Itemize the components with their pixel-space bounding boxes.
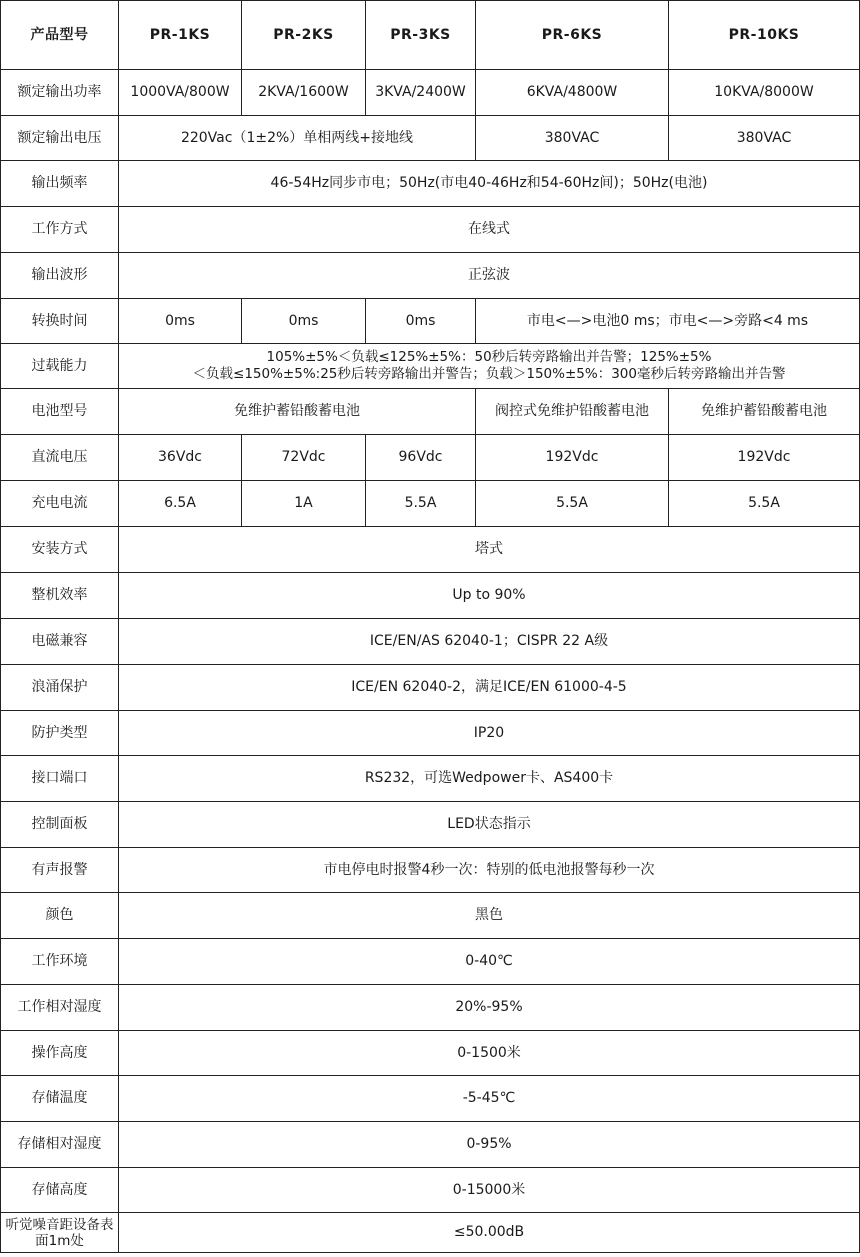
table-row [1, 1076, 860, 1122]
value-cell: 黑色 [119, 893, 860, 939]
value-cell: 5.5A [366, 481, 476, 527]
value-cell: 6KVA/4800W [476, 70, 669, 116]
header-cell: 产品型号 [1, 1, 119, 70]
overload-line-2: ＜负载≤150%±5%:25秒后转旁路输出并警告；负载＞150%±5%：300毫秒后转旁路输出并告警 [192, 366, 786, 382]
value-cell: 46-54Hz同步市电；50Hz(市电40-46Hz和54-60Hz间)；50Hz(电池) [119, 161, 860, 207]
row-label: 控制面板 [1, 802, 119, 848]
table-row [1, 848, 860, 893]
value-cell: 市电<—>电池0 ms；市电<—>旁路<4 ms [476, 299, 860, 344]
table-row [1, 299, 860, 344]
value-cell: 96Vdc [366, 435, 476, 481]
row-label: 颜色 [1, 893, 119, 939]
row-label: 存储高度 [1, 1168, 119, 1213]
value-cell: 0-95% [119, 1122, 860, 1168]
row-label: 电池型号 [1, 389, 119, 435]
table-row [1, 1031, 860, 1076]
header-row [1, 1, 860, 70]
row-label: 额定输出功率 [1, 70, 119, 116]
value-cell: 免维护蓄铅酸蓄电池 [119, 389, 476, 435]
row-label: 听觉噪音距设备表面1m处 [1, 1213, 119, 1253]
header-cell: PR-6KS [476, 1, 669, 70]
value-cell: 0-1500米 [119, 1031, 860, 1076]
value-cell: 0ms [366, 299, 476, 344]
value-cell: 在线式 [119, 207, 860, 253]
value-cell: 1000VA/800W [119, 70, 242, 116]
value-cell: 192Vdc [476, 435, 669, 481]
table-row [1, 527, 860, 573]
value-cell: 3KVA/2400W [366, 70, 476, 116]
row-label: 充电电流 [1, 481, 119, 527]
table-row [1, 344, 860, 389]
value-cell: LED状态指示 [119, 802, 860, 848]
table-row [1, 573, 860, 619]
value-cell: 阀控式免维护铅酸蓄电池 [476, 389, 669, 435]
row-label: 浪涌保护 [1, 665, 119, 711]
row-label: 整机效率 [1, 573, 119, 619]
value-cell: ICE/EN 62040-2，满足ICE/EN 61000-4-5 [119, 665, 860, 711]
table-row [1, 389, 860, 435]
row-label: 存储相对湿度 [1, 1122, 119, 1168]
row-label: 安装方式 [1, 527, 119, 573]
value-cell: ≤50.00dB [119, 1213, 860, 1253]
value-cell: 0-15000米 [119, 1168, 860, 1213]
value-cell: 192Vdc [669, 435, 860, 481]
row-label: 输出波形 [1, 253, 119, 299]
row-label: 直流电压 [1, 435, 119, 481]
row-label: 存储温度 [1, 1076, 119, 1122]
row-label: 额定输出电压 [1, 116, 119, 161]
value-cell: ICE/EN/AS 62040-1；CISPR 22 A级 [119, 619, 860, 665]
table-row [1, 985, 860, 1031]
value-cell: 36Vdc [119, 435, 242, 481]
table-row [1, 893, 860, 939]
value-cell: 5.5A [476, 481, 669, 527]
value-cell: 0ms [242, 299, 366, 344]
value-cell: 塔式 [119, 527, 860, 573]
value-cell: 380VAC [476, 116, 669, 161]
overload-line-1: 105%±5%＜负载≤125%±5%：50秒后转旁路输出并告警；125%±5% [266, 349, 712, 365]
value-cell: 5.5A [669, 481, 860, 527]
row-label: 工作环境 [1, 939, 119, 985]
table-row [1, 939, 860, 985]
value-cell: Up to 90% [119, 573, 860, 619]
table-row [1, 70, 860, 116]
row-label: 转换时间 [1, 299, 119, 344]
header-cell: PR-10KS [669, 1, 860, 70]
table-row [1, 207, 860, 253]
value-cell: 正弦波 [119, 253, 860, 299]
value-cell: IP20 [119, 711, 860, 756]
table-row [1, 665, 860, 711]
row-label: 电磁兼容 [1, 619, 119, 665]
header-cell: PR-2KS [242, 1, 366, 70]
header-cell: PR-3KS [366, 1, 476, 70]
header-cell: PR-1KS [119, 1, 242, 70]
table-row [1, 756, 860, 802]
value-cell: 20%-95% [119, 985, 860, 1031]
row-label: 有声报警 [1, 848, 119, 893]
table-row [1, 481, 860, 527]
row-label: 过载能力 [1, 344, 119, 389]
value-cell: 0-40℃ [119, 939, 860, 985]
value-cell: 380VAC [669, 116, 860, 161]
table-row [1, 802, 860, 848]
table-row [1, 116, 860, 161]
value-cell: 1A [242, 481, 366, 527]
table-row [1, 711, 860, 756]
row-label: 接口端口 [1, 756, 119, 802]
table-row [1, 161, 860, 207]
value-cell-multiline [119, 344, 860, 389]
value-cell: -5-45℃ [119, 1076, 860, 1122]
table-row [1, 435, 860, 481]
value-cell: 市电停电时报警4秒一次：特别的低电池报警每秒一次 [119, 848, 860, 893]
value-cell: 0ms [119, 299, 242, 344]
value-cell: 免维护蓄铅酸蓄电池 [669, 389, 860, 435]
value-cell: 6.5A [119, 481, 242, 527]
table-row [1, 1168, 860, 1213]
value-cell: RS232，可选Wedpower卡、AS400卡 [119, 756, 860, 802]
row-label: 操作高度 [1, 1031, 119, 1076]
value-cell: 72Vdc [242, 435, 366, 481]
value-cell: 10KVA/8000W [669, 70, 860, 116]
table-row [1, 619, 860, 665]
row-label: 防护类型 [1, 711, 119, 756]
value-cell: 220Vac（1±2%）单相两线+接地线 [119, 116, 476, 161]
row-label: 工作方式 [1, 207, 119, 253]
row-label: 工作相对湿度 [1, 985, 119, 1031]
row-label: 输出频率 [1, 161, 119, 207]
table-row [1, 1122, 860, 1168]
table-row [1, 253, 860, 299]
table-row [1, 1213, 860, 1253]
value-cell: 2KVA/1600W [242, 70, 366, 116]
